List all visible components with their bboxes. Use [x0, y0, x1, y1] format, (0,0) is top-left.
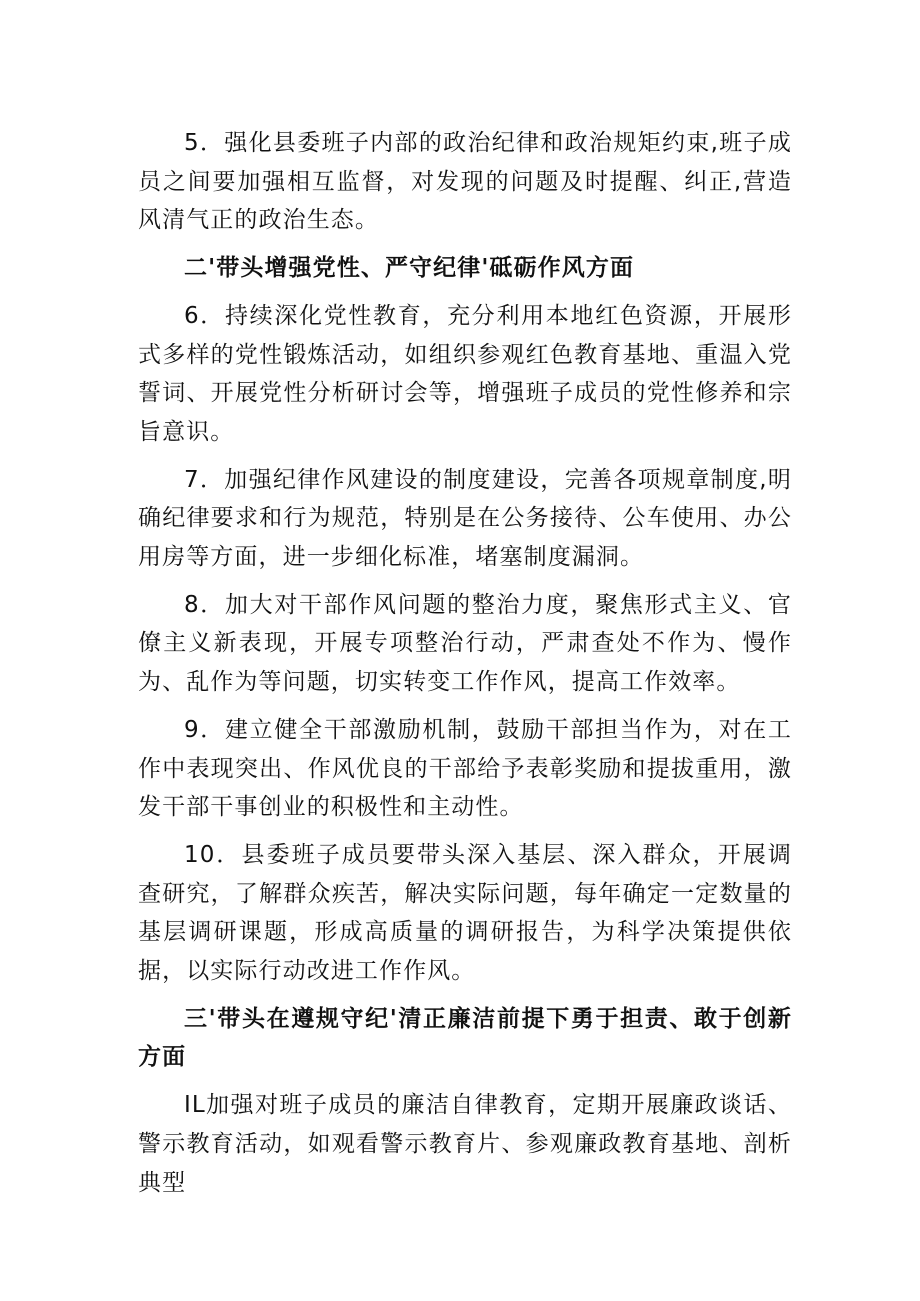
section-heading-2: 二'带头增强党性、严守纪律'砥砺作风方面: [184, 255, 635, 282]
paragraph-item-8: 8．加大对干部作风问题的整治力度，聚焦形式主义、官僚主义新表现，开展专项整治行动，严肃查处不作为、慢作为、乱作为等问题，切实转变工作作风，提高工作效率。: [138, 591, 792, 696]
paragraph-item-10: 10．县委班子成员要带头深入基层、深入群众，开展调查研究，了解群众疾苦，解决实际问题，每年确定一定数量的基层调研课题，形成高质量的调研报告，为科学决策提供依据，以实际行动改进工作作风。: [138, 841, 792, 985]
paragraph-item-5: 5．强化县委班子内部的政治纪律和政治规矩约束,班子成员之间要加强相互监督，对发现的问题及时提醒、纠正,营造风清气正的政治生态。: [138, 130, 792, 234]
paragraph-item-9: 9．建立健全干部激励机制，鼓励干部担当作为，对在工作中表现突出、作风优良的干部给予表彰奖励和提拔重用，激发干部干事创业的积极性和主动性。: [138, 716, 792, 821]
section-heading-3: 三'带头在遵规守纪'清正廉洁前提下勇于担责、敢于创新方面: [138, 1005, 792, 1071]
paragraph-item-6: 6．持续深化党性教育，充分利用本地红色资源，开展形式多样的党性锻炼活动，如组织参观红色教育基地、重温入党誓词、开展党性分析研讨会等，增强班子成员的党性修养和宗旨意识。: [138, 302, 792, 445]
paragraph-item-7: 7．加强纪律作风建设的制度建设，完善各项规章制度,明确纪律要求和行为规范，特别是在公务接待、公车使用、办公用房等方面，进一步细化标准，堵塞制度漏洞。: [138, 466, 792, 571]
paragraph-item-11: IL加强对班子成员的廉洁自律教育，定期开展廉政谈话、警示教育活动，如观看警示教育片、参观廉政教育基地、剖析典型: [138, 1092, 792, 1196]
